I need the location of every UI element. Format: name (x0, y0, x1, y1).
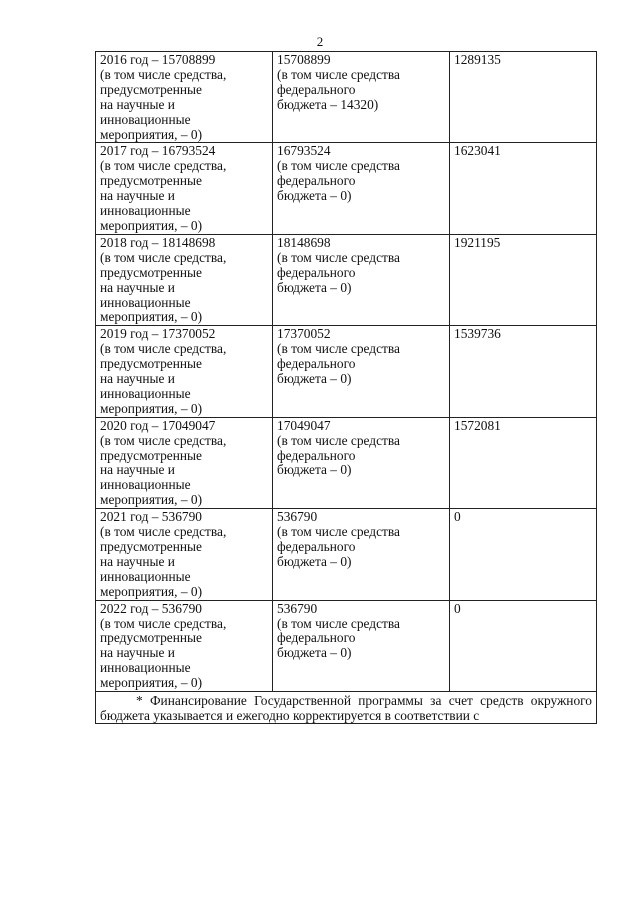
total-note-line: (в том числе средства, (100, 249, 227, 265)
total-note-line: предусмотренные (100, 447, 202, 463)
total-note-line: инновационные (100, 385, 191, 401)
total-note-line: на научные и (100, 645, 175, 661)
regional-amount: 536790 (277, 509, 318, 525)
table-row (96, 600, 597, 691)
federal-note-line: федерального (277, 356, 356, 372)
federal-note-line: (в том числе средства (277, 66, 400, 82)
regional-budget-cell (273, 234, 450, 325)
total-note-line: (в том числе средства, (100, 615, 227, 631)
total-note-line: (в том числе средства, (100, 158, 227, 174)
regional-budget-cell (273, 52, 450, 143)
other-sources-cell (450, 326, 597, 417)
regional-budget-cell (273, 143, 450, 234)
total-line: 2019 год – 17370052 (100, 326, 216, 342)
regional-amount: 536790 (277, 600, 318, 616)
total-note-line: предусмотренные (100, 630, 202, 646)
federal-note-line: бюджета – 0) (277, 371, 352, 387)
regional-budget-cell (273, 600, 450, 691)
regional-budget-cell (273, 417, 450, 508)
page-number: 2 (316, 34, 324, 49)
total-note-line: мероприятия, – 0) (100, 492, 203, 508)
other-amount: 0 (454, 600, 461, 616)
other-amount: 0 (454, 509, 461, 525)
federal-note-line: бюджета – 0) (277, 462, 352, 478)
table-row (96, 234, 597, 325)
total-note-line: инновационные (100, 111, 191, 127)
total-note-line: на научные и (100, 188, 175, 204)
total-financing-cell (96, 234, 273, 325)
total-note-line: инновационные (100, 568, 191, 584)
total-note-line: на научные и (100, 279, 175, 295)
federal-note-line: бюджета – 0) (277, 645, 352, 661)
federal-note-line: федерального (277, 81, 356, 97)
federal-note-line: федерального (277, 173, 356, 189)
total-note-line: предусмотренные (100, 356, 202, 372)
total-line: 2017 год – 16793524 (100, 143, 216, 159)
federal-note-line: (в том числе средства (277, 432, 400, 448)
total-note-line: предусмотренные (100, 81, 202, 97)
total-line: 2020 год – 17049047 (100, 417, 216, 433)
total-note-line: мероприятия, – 0) (100, 217, 203, 233)
federal-note-line: бюджета – 0) (277, 188, 352, 204)
total-line: 2022 год – 536790 (100, 600, 202, 616)
other-sources-cell (450, 52, 597, 143)
table-row (96, 326, 597, 417)
federal-note-line: федерального (277, 630, 356, 646)
total-note-line: (в том числе средства, (100, 341, 227, 357)
other-amount: 1572081 (454, 417, 501, 433)
other-sources-cell (450, 143, 597, 234)
total-note-line: инновационные (100, 294, 191, 310)
total-note-line: предусмотренные (100, 539, 202, 554)
regional-amount: 15708899 (277, 52, 331, 67)
federal-note-line: (в том числе средства (277, 341, 400, 357)
table-row (96, 417, 597, 508)
regional-amount: 18148698 (277, 234, 331, 250)
total-financing-cell (96, 417, 273, 508)
total-financing-cell (96, 509, 273, 600)
other-amount: 1289135 (454, 52, 501, 67)
footnote-cell (96, 692, 597, 724)
total-line: 2018 год – 18148698 (100, 234, 216, 250)
regional-amount: 17370052 (277, 326, 331, 342)
financing-table (95, 51, 597, 724)
federal-note-line: (в том числе средства (277, 524, 400, 540)
other-sources-cell (450, 600, 597, 691)
total-note-line: предусмотренные (100, 264, 202, 280)
total-note-line: предусмотренные (100, 173, 202, 189)
table-row (96, 52, 597, 143)
other-sources-cell (450, 509, 597, 600)
regional-budget-cell (273, 509, 450, 600)
total-note-line: мероприятия, – 0) (100, 675, 203, 691)
other-amount: 1623041 (454, 143, 501, 159)
federal-note-line: бюджета – 14320) (277, 96, 379, 112)
total-financing-cell (96, 600, 273, 691)
total-note-line: инновационные (100, 477, 191, 493)
total-line: 2016 год – 15708899 (100, 52, 216, 67)
total-note-line: на научные и (100, 96, 175, 112)
federal-note-line: (в том числе средства (277, 158, 400, 174)
total-note-line: инновационные (100, 660, 191, 676)
regional-amount: 16793524 (277, 143, 331, 159)
other-sources-cell (450, 417, 597, 508)
federal-note-line: (в том числе средства (277, 249, 400, 265)
total-note-line: мероприятия, – 0) (100, 583, 203, 599)
total-note-line: на научные и (100, 371, 175, 387)
table-row (96, 509, 597, 600)
footnote-text: * Финансирование Государственной программы за счет средств окружного бюджета указывается и ежегодно корректируется в соответствии с (100, 693, 592, 724)
federal-note-line: федерального (277, 264, 356, 280)
table-row (96, 143, 597, 234)
total-line: 2021 год – 536790 (100, 509, 202, 525)
federal-note-line: бюджета – 0) (277, 279, 352, 295)
federal-note-line: (в том числе средства (277, 615, 400, 631)
total-note-line: на научные и (100, 462, 175, 478)
total-note-line: на научные и (100, 553, 175, 569)
other-amount: 1921195 (454, 234, 501, 250)
financing-table-body (96, 52, 597, 724)
regional-amount: 17049047 (277, 417, 331, 433)
regional-budget-cell (273, 326, 450, 417)
federal-note-line: бюджета – 0) (277, 553, 352, 569)
total-note-line: мероприятия, – 0) (100, 400, 203, 416)
total-financing-cell (96, 143, 273, 234)
total-note-line: мероприятия, – 0) (100, 126, 203, 142)
total-note-line: (в том числе средства, (100, 524, 227, 540)
total-note-line: мероприятия, – 0) (100, 309, 203, 325)
footnote-row (96, 692, 597, 724)
federal-note-line: федерального (277, 539, 356, 554)
total-financing-cell (96, 52, 273, 143)
total-note-line: (в том числе средства, (100, 66, 227, 82)
total-financing-cell (96, 326, 273, 417)
federal-note-line: федерального (277, 447, 356, 463)
total-note-line: (в том числе средства, (100, 432, 227, 448)
other-sources-cell (450, 234, 597, 325)
total-note-line: инновационные (100, 203, 191, 219)
other-amount: 1539736 (454, 326, 501, 342)
